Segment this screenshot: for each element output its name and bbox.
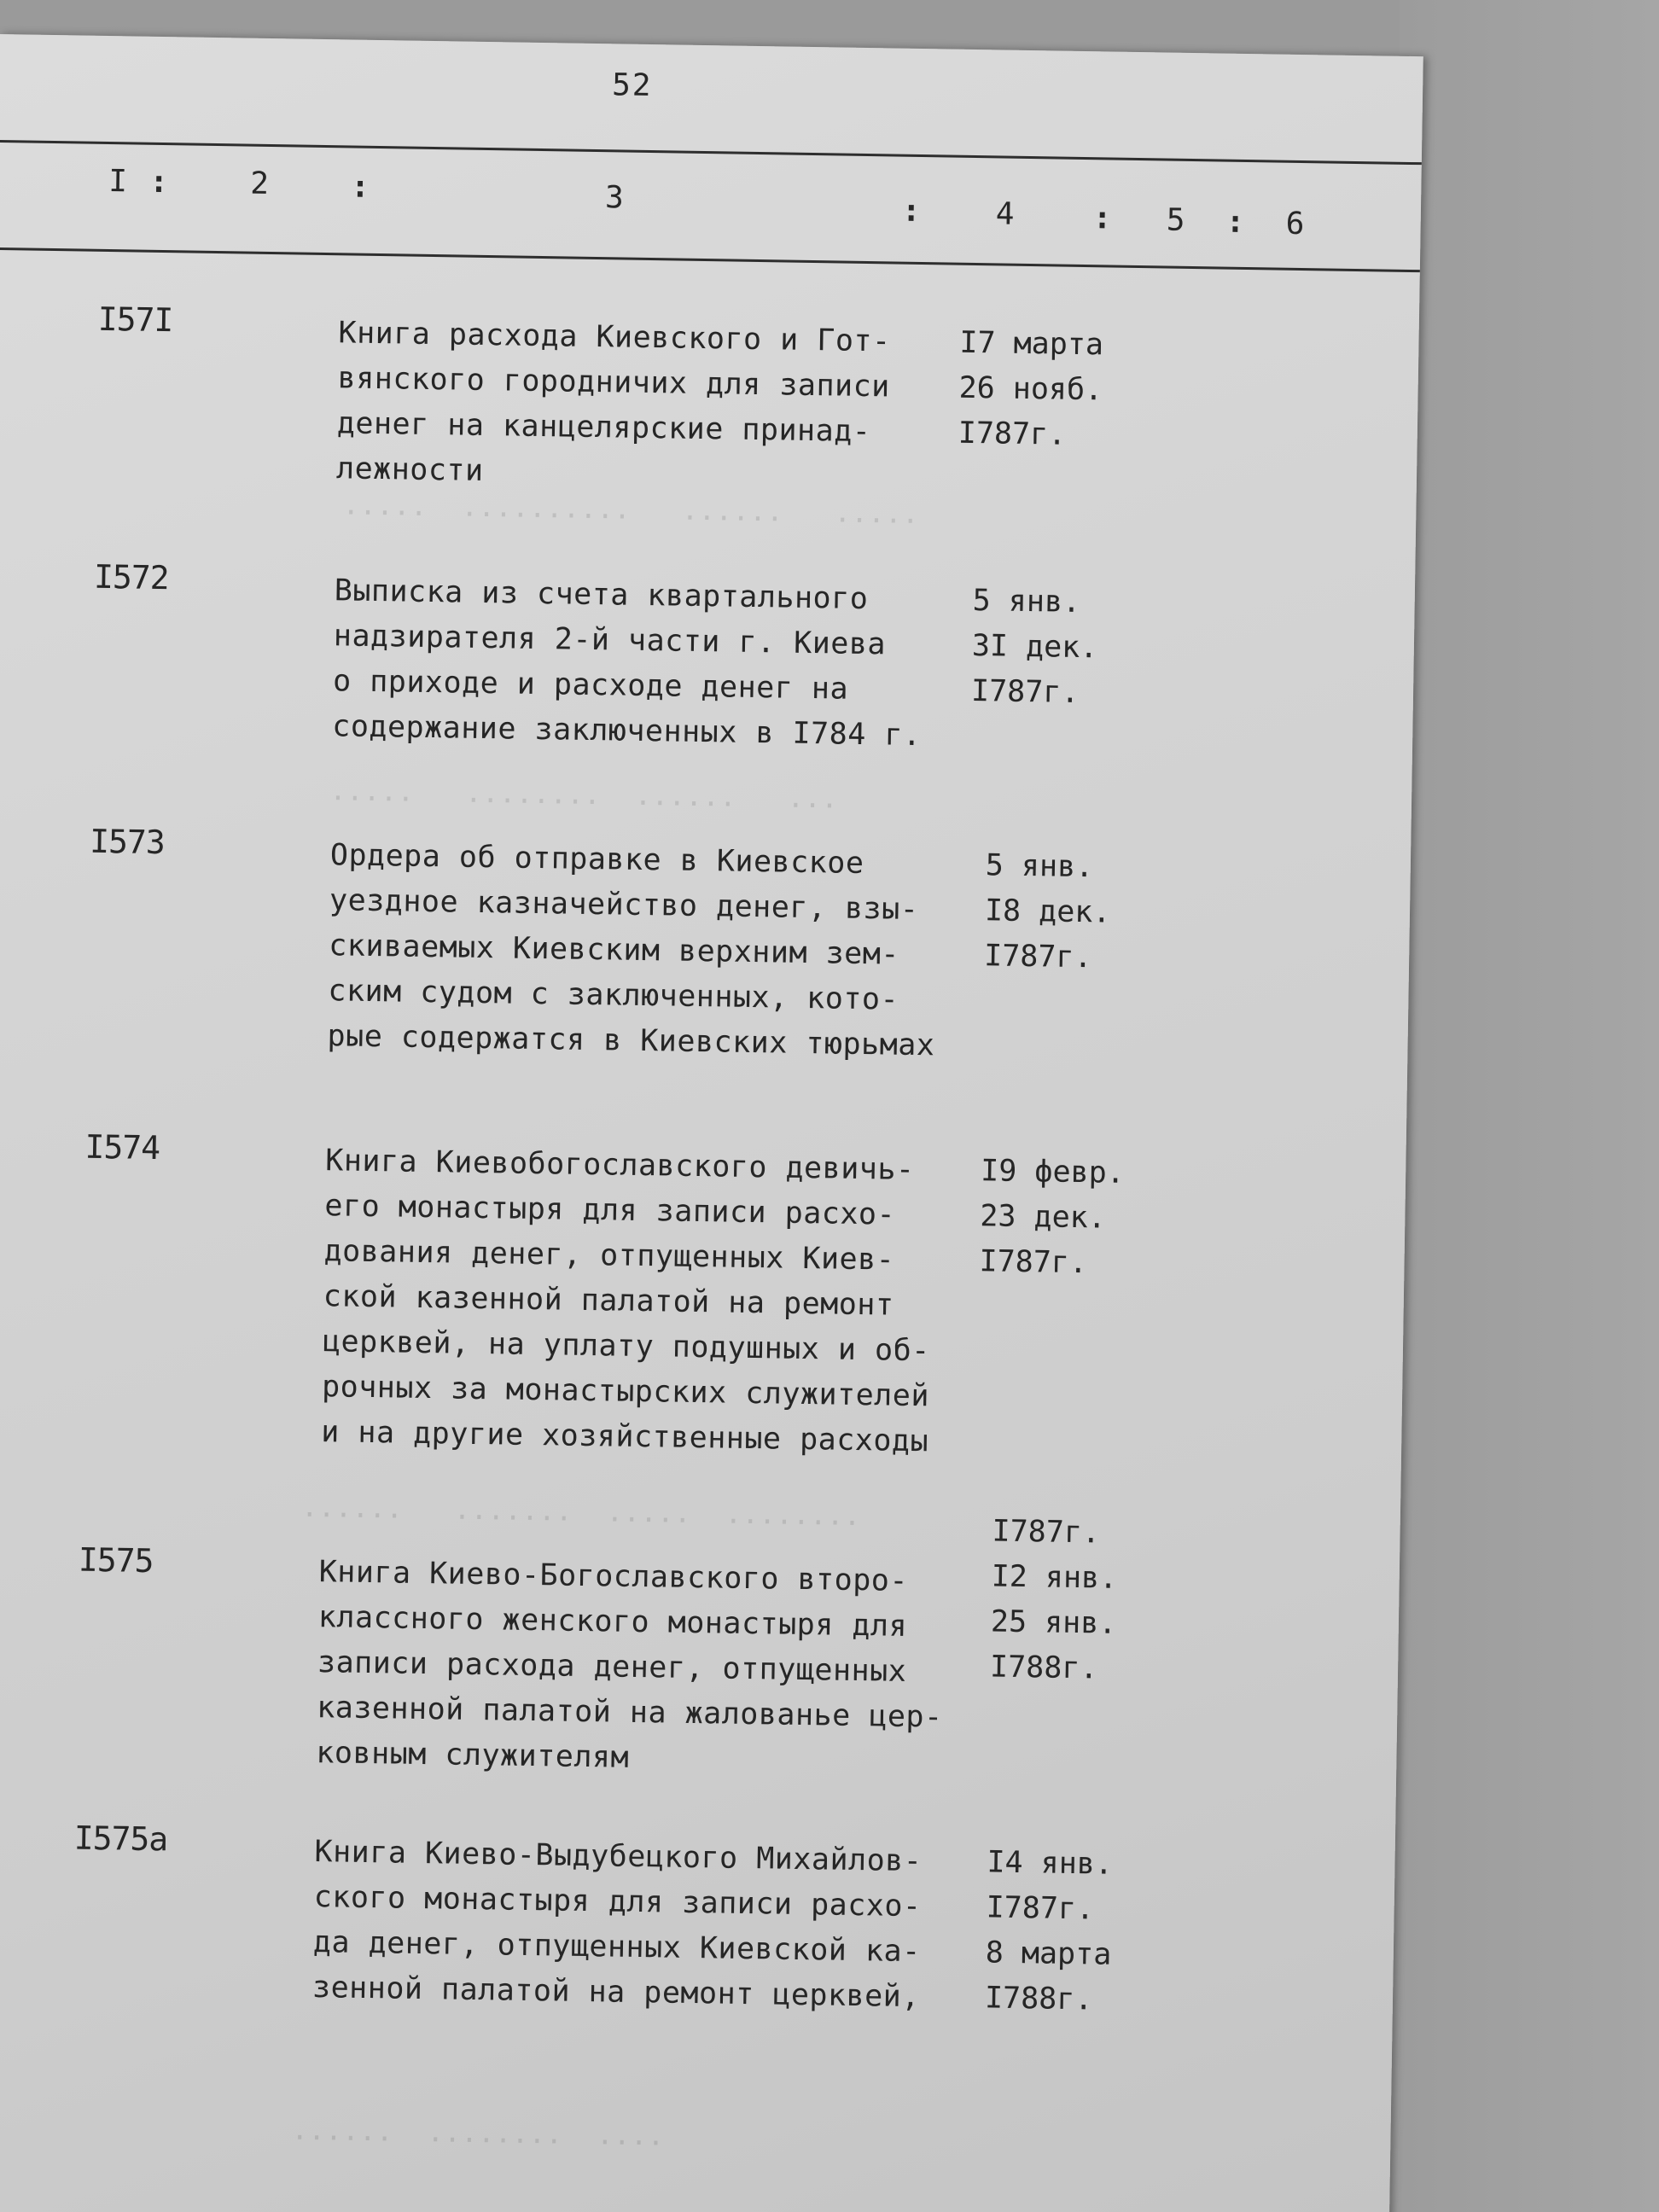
date-line: 3I дек. — [971, 628, 1098, 666]
description-line: уездное казначейство денег, взы- — [329, 883, 919, 928]
description-line: денег на канцелярские принад- — [336, 406, 871, 450]
column-separator: : — [148, 164, 169, 201]
column-separator: : — [350, 169, 370, 205]
record-number: I574 — [84, 1127, 160, 1167]
date-line: I7 марта — [959, 325, 1104, 363]
bleed-through-text: ...... ....... ..... ........ — [300, 1489, 861, 1533]
date-line: I9 февр. — [980, 1154, 1126, 1190]
record-number: I57I — [97, 300, 173, 340]
column-number-3: 3 — [604, 180, 625, 216]
description-line: скиваемых Киевским верхним зем- — [328, 928, 900, 972]
description-line: и на другие хозяйственные расходы — [321, 1415, 929, 1459]
record-dates — [990, 1509, 1119, 1691]
column-number-4: 4 — [995, 196, 1015, 232]
date-line: 5 янв. — [985, 848, 1094, 885]
date-line: I787г. — [979, 1244, 1088, 1281]
page-number: 52 — [611, 67, 653, 104]
description-line: Книга Киево-Богославского второ- — [318, 1555, 909, 1598]
description-line: ской казенной палатой на ремонт — [323, 1279, 894, 1323]
description-line: рые содержатся в Киевских тюрьмах — [327, 1019, 935, 1063]
column-separator: : — [1092, 201, 1112, 236]
date-line: I787г. — [986, 1890, 1095, 1927]
record-dates — [985, 1840, 1114, 2023]
record-description — [327, 833, 1013, 1070]
description-line: да денег, отпущенных Киевской ка- — [312, 1925, 922, 1970]
description-line: лежности — [335, 451, 484, 488]
description-line: содержание заключенных в I784 г. — [331, 709, 922, 754]
date-line: 5 янв. — [972, 583, 1081, 620]
date-line: I788г. — [984, 1981, 1093, 2017]
bleed-through-text: ..... ........ ...... ... — [329, 773, 839, 815]
record-number: I573 — [89, 822, 166, 862]
description-line: о приходе и расходе денег на — [332, 664, 849, 707]
description-line: вянского городничих для записи — [337, 361, 891, 405]
record-entry — [0, 299, 1276, 488]
description-line: Книга Киево-Выдубецкого Михайлов- — [314, 1835, 923, 1879]
header-bottom-rule — [0, 247, 1420, 272]
description-line: ским судом с заключенных, кото- — [328, 974, 899, 1017]
date-line: I8 дек. — [984, 894, 1111, 930]
bleed-through-text: ...... ........ .... — [291, 2112, 665, 2152]
description-line: надзирателя 2-й части г. Киева — [333, 619, 887, 662]
record-entry — [0, 1126, 1263, 1459]
column-number-6: 6 — [1285, 206, 1305, 242]
underlying-sheet — [1400, 0, 1659, 2212]
record-dates — [984, 843, 1112, 981]
column-number-5: 5 — [1166, 202, 1185, 238]
record-entry — [0, 821, 1267, 1063]
date-line: I2 янв. — [991, 1559, 1118, 1596]
description-line: Выписка из счета квартального — [334, 573, 869, 617]
date-line: I788г. — [989, 1650, 1098, 1686]
description-line: Книга Киевобогославского девичь- — [324, 1144, 915, 1187]
date-line: 26 нояб. — [958, 370, 1103, 408]
record-dates — [971, 579, 1099, 716]
date-line: 8 марта — [985, 1936, 1112, 1972]
column-separator: : — [901, 193, 921, 229]
date-line: I787г. — [970, 673, 1080, 710]
column-number-1: I — [108, 164, 128, 200]
description-line: Ордера об отправке в Киевское — [329, 838, 864, 882]
column-separator: : — [1225, 204, 1245, 240]
record-description — [336, 311, 1022, 503]
bleed-through-text: ..... .......... ...... ..... — [342, 487, 920, 530]
description-line: рочных за монастырских служителей — [321, 1370, 930, 1414]
description-line: церквей, на уплату подушных и об- — [322, 1324, 931, 1369]
description-line: Книга расхода Киевского и Гот- — [338, 316, 891, 359]
record-description — [321, 1138, 1009, 1466]
record-number: I575 — [78, 1540, 154, 1580]
record-entry — [0, 556, 1272, 754]
date-line: I787г. — [983, 939, 1092, 975]
description-line: зенной палатой на ремонт церквей, — [311, 1970, 921, 2015]
description-line: классного женского монастыря для — [317, 1600, 908, 1644]
date-line: I4 янв. — [987, 1845, 1114, 1882]
description-line: записи расхода денег, отпущенных — [317, 1645, 907, 1689]
date-line: 23 дек. — [980, 1199, 1107, 1236]
column-number-2: 2 — [249, 166, 270, 201]
description-line: казенной палатой на жалованье цер- — [316, 1691, 943, 1735]
document-page — [0, 34, 1423, 2212]
record-description — [316, 1550, 1002, 1787]
date-line: I787г. — [958, 416, 1067, 452]
record-entry — [0, 1818, 1252, 2017]
description-line: ского монастыря для записи расхо- — [313, 1880, 922, 1924]
record-dates — [958, 321, 1103, 459]
description-line: дования денег, отпущенных Киев- — [323, 1234, 895, 1278]
record-number: I572 — [93, 557, 169, 597]
date-line: I787г. — [992, 1514, 1101, 1551]
date-line: 25 янв. — [990, 1604, 1117, 1641]
header-top-rule — [0, 140, 1422, 165]
description-line: его монастыря для записи расхо- — [324, 1189, 896, 1232]
record-dates — [979, 1149, 1125, 1287]
record-description — [332, 568, 1017, 760]
description-line: ковным служителям — [316, 1736, 630, 1775]
record-description — [312, 1830, 998, 2022]
record-number: I575а — [73, 1819, 168, 1859]
